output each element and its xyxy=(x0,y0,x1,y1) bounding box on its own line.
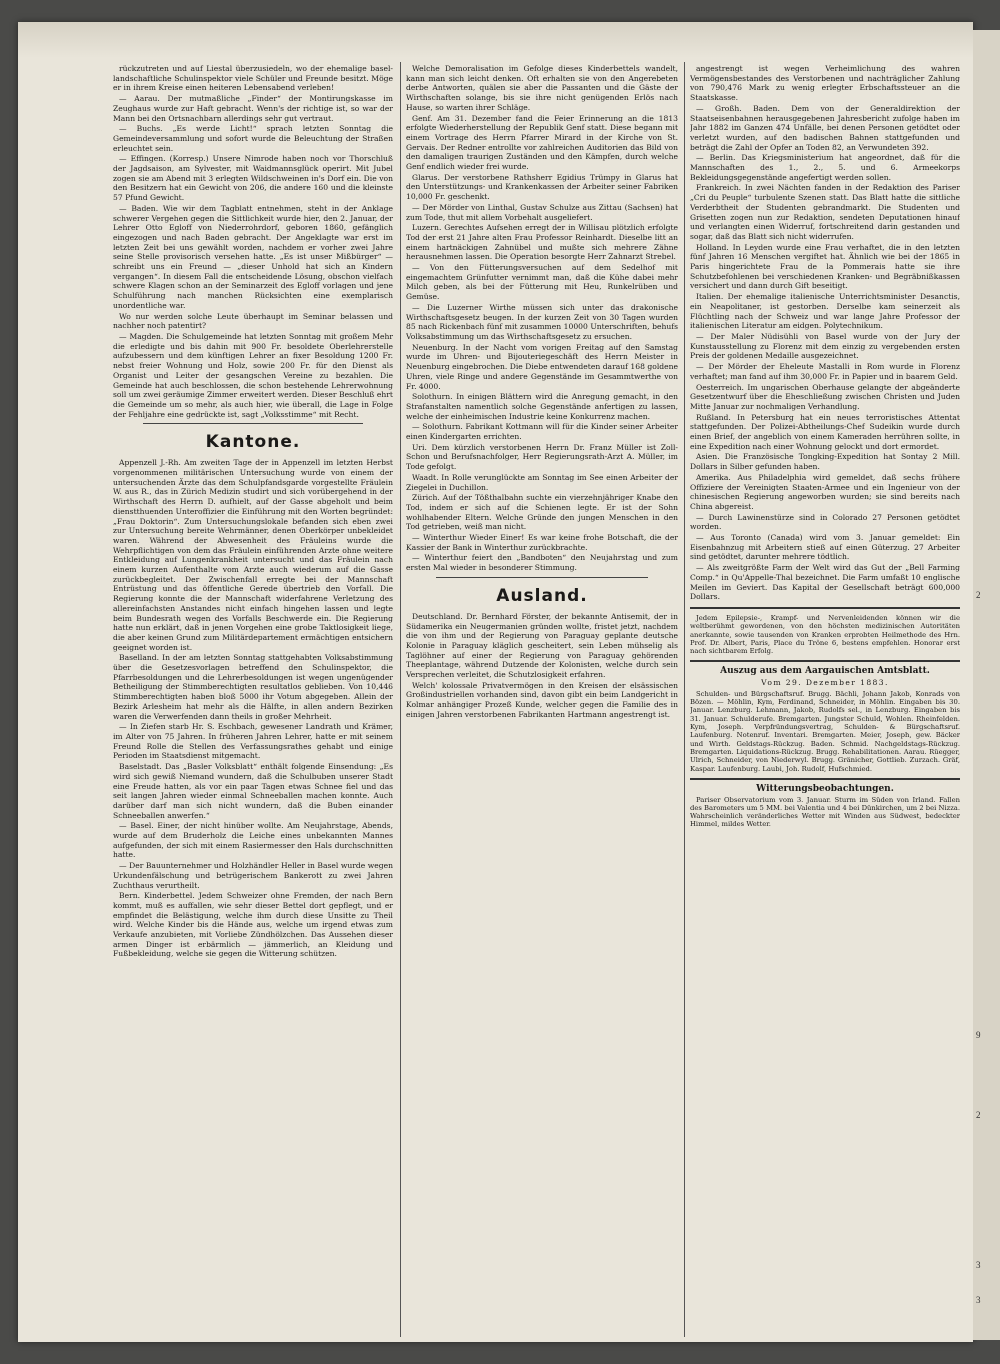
article-baden: — Baden. Wie wir dem Tagblatt entnehmen, steht in der Anklage schwerer Vergehen gegen die Sittlichkeit wurde hier, den 2. Januar, der Lehrer Otto Egloff von Niederrohrdorf, geboren 1860, gefänglich eingezogen und nach Baden gebracht. Der Angeklagte war erst im letzten Zeit bei uns gewählt worden, nachdem er vorher zwei Jahre seine Stelle provisorisch versehen hatte. „Es ist unser Mißbürger“ — schreibt uns ein Freund — „dieser Unhold hat sich an Kindern vergangen“. In diesem Fall die entscheidende Lösung, obschon vielfach schwere Klagen schon an der Seminarzeit des Egloff vorlagen und jene Schulführung nach manchen Rücksichten eine exemplarisch unordentliche war. xyxy=(113,203,393,310)
article-amerika-3: — Aus Toronto (Canada) wird vom 3. Januar gemeldet: Ein Eisenbahnzug mit Arbeitern stieß auf einen Güterzug. 27 Arbeiter sind getödtet, darunter mehrere tödtlich. xyxy=(690,533,960,562)
article-bern: Bern. Kinderbettel. Jedem Schweizer ohne Fremden, der nach Bern kommt, muß es auffallen, wie sehr dieser Bettel dort gepflegt, und er empfindet die Belästigung, welche ihm durch diese Unsitte zu Theil wird. Welche Kinder bis die Hände aus, welche um irgend etwas zum Verkaufe anzubieten, mit Vorliebe Zündhölzchen. Das Aussehen dieser armen Dinger ist erbärmlich — jämmerlich, an Kleidung und Fußbekleidung, welche sie gegen die Witterung schützen. xyxy=(113,891,393,959)
column-1 xyxy=(113,64,393,1339)
edge-glyph: 2 xyxy=(976,590,981,600)
article-italien: Italien. Der ehemalige italienische Unterrichtsminister Desanctis, ein Neapolitaner, ist gestorben. Derselbe kam seinerzeit als Flüchtling nach der Schweiz und war lange Jahre Professor der italienischen Literatur am eidgen. Polytechnikum. xyxy=(690,292,960,331)
article-deutschland: Deutschland. Dr. Bernhard Förster, der bekannte Antisemit, der in Südamerika ein Neugermanien gründen wollte, fristet jetzt, nachdem die von ihm und der Regierung von Paraguay geplante deutsche Kolonie in Paraguay kläglich gescheitert, sein Leben mühselig als Taglöhner auf einer der Regierung von Paraguay gehörenden Theeplantage, während Dutzende der Kolonisten, welche durch sein Versprechen verleitet, die Schutzlosigkeit erfahren. xyxy=(406,611,678,680)
article-uri: Uri. Dem kürzlich verstorbenen Herrn Dr. Franz Müller ist Zoll-Schon und Berufsnachfolger, Herr Regierungsrath-Arzt A. Müller, im Tode gefolgt. xyxy=(406,442,678,472)
article-effingen: — Effingen. (Korresp.) Unsere Nimrode haben noch vor Thorschluß der Jagdsaison, am Sylvester, mit Waidmannsglück operirt. Mit Jubel zogen sie am Abend mit 3 erlegten Wildschweinen in's Dorf ein. Die von den Besitzern hat ein Gewicht von 206, die andere 160 und die kleinste 57 Pfund Gewicht. xyxy=(113,154,393,203)
article-luzern-3: — Die Luzerner Wirthe müssen sich unter das drakonische Wirthschaftsgesetz beugen. In der kurzen Zeit von 30 Tagen wurden 85 nach Rickenbach fünf mit zusammen 10000 Unterschriften, behufs Volksabstimmung um das Wirthschaftsgesetz zu ersuchen. xyxy=(406,302,678,341)
edge-glyph: 9 xyxy=(976,1030,981,1040)
article-neuenburg: Neuenburg. In der Nacht vom vorigen Freitag auf den Samstag wurde im Uhren- und Bijouteriegeschäft des Herrn Meister in Neuenburg eingebrochen. Die Diebe entwendeten darauf 168 goldene Uhren, viele Ringe und andere Gegenstände im Gesammtwerthe von Fr. 4000. xyxy=(406,342,678,391)
advertisement-epilepsie: Jedem Epilepsie-, Krampf- und Nervenleidenden können wir die weltberühmt gewordenen, von den höchsten medizinischen Autoritäten anerkannte, sowie tausenden von Kranken erprobten Heilmethode des Hrn. Prof. Dr. Albert, Paris, Place du Trône 6, bestens empfehlen. Honorar erst nach sichtbarem Erfolg. xyxy=(690,613,960,656)
column-2 xyxy=(406,64,678,1339)
witterung-body: Pariser Observatorium vom 3. Januar. Sturm im Süden von Irland. Fallen des Barometers um 5 MM. bei Valentia und 4 bei Dünkirchen, um 2 bei Nizza. Wahrscheinlich veränderliches Wetter mit Winden aus Südwest, bedeckter Himmel, mildes Wetter. xyxy=(690,795,960,829)
edge-glyph: 2 xyxy=(976,1110,981,1120)
article-baselstadt-2: — Basel. Einer, der nicht hinüber wollte. Am Neujahrstage, Abends, wurde auf dem Bruderholz die Leiche eines unbekannten Mannes aufgefunden, der sich mit einem Rasiermesser den Hals durchschnitten hatte. xyxy=(113,821,393,860)
article-baden-cont: Wo nur werden solche Leute überhaupt im Seminar belassen und nachher noch patentirt? xyxy=(113,311,393,331)
article-buchs: — Buchs. „Es werde Licht!“ sprach letzten Sonntag die Gemeindeversammlung und sofort wurde die Beleuchtung der Straßen erleuchtet sein. xyxy=(113,124,393,153)
column-rule xyxy=(400,62,401,1337)
article-frankreich: Frankreich. In zwei Nächten fanden in der Redaktion des Pariser „Cri du Peuple“ turbulente Szenen statt. Das Blatt hatte die sittliche Verderbtheit der Studenten gebrandmarkt. Die Studenten und Grisetten zogen nun zur Redaktion, sendeten Deputationen hinauf und verlangten einen Widerruf, fortschreitend darin gestanden und sogar, daß das Blatt sich nicht widerrufen. xyxy=(690,183,960,241)
article-baselstadt: Baselstadt. Das „Basler Volksblatt“ enthält folgende Einsendung: „Es wird sich gewiß Niemand wundern, daß die Schulbuben unserer Stadt eine Freude hatten, als vor ein paar Tagen etwas Schnee fiel und das seit langen Jahren wieder einmal Schneeballen machen konnte. Auch darüber darf man sich nicht wundern, daß die Buben einander Schneeballen anwerfen.“ xyxy=(113,762,393,820)
divider xyxy=(690,607,960,609)
article-italien-3: — Der Mörder der Eheleute Mastalli in Rom wurde in Florenz verhaftet; man fand auf ihm 30,000 Fr. in Papier und in baarem Geld. xyxy=(690,362,960,381)
article-winterthur: — Winterthur Wieder Einer! Es war keine frohe Botschaft, die der Kassier der Bank in Winterthur zurückbrachte. xyxy=(406,533,678,552)
article-glarus-2: — Der Mörder von Linthal, Gustav Schulze aus Zittau (Sachsen) hat zum Tode, thut mit allem Vorbehalt ausgeliefert. xyxy=(406,202,678,222)
article-aarau: — Aarau. Der mutmaßliche „Finder“ der Montirungskasse im Zeughaus wurde zur Haft gebracht. Wenn's der richtige ist, so war der Mann bei den Ortsnachbarn allerdings sehr gut vertraut. xyxy=(113,94,393,123)
article-text: rückzutreten und auf Liestal überzusiedeln, wo der ehemalige basel-landschaftliche Schulinspektor viele Schüler und Freunde besitzt. Möge er in ihrem Kreise einen heiteren Lebensabend verleben! xyxy=(113,64,393,93)
article-bern-cont: Welche Demoralisation im Gefolge dieses Kinderbettels wandelt, kann man sich leicht denken. Oft erhalten sie von den Angerebeten derbe Antworten, quälen sie aber die Passanten und die Gäste der Wirthschaften solange, bis sie ihre nicht genügenden Erlös nach Hause, so warten ihrer Schläge. xyxy=(406,64,678,112)
divider xyxy=(143,423,363,424)
article-baselland-2: — In Ziefen starb Hr. S. Eschbach, gewesener Landrath und Krämer, im Alter von 75 Jahren. In früheren Jahren Lehrer, hatte er mit seinem Freund Rolle die Stellen des Verfassungsrathes gehabt und einige Perioden im Staatsdienst mitgemacht. xyxy=(113,722,393,761)
article-zuerich: Zürich. Auf der Tößthalbahn suchte ein vierzehnjähriger Knabe den Tod, indem er sich auf die Schienen legte. Er ist der Sohn wohlhabender Eltern. Welche Gründe den jungen Menschen in den Tod getrieben, weiß man nicht. xyxy=(406,493,678,532)
article-oesterreich: Oesterreich. Im ungarischen Oberhause gelangte der abgeänderte Gesetzentwurf über die Eheschließung zwischen Christen und Juden Mitte Januar zur nochmaligen Verhandlung. xyxy=(690,382,960,411)
article-amerika-2: — Durch Lawinenstürze sind in Colorado 27 Personen getödtet worden. xyxy=(690,512,960,532)
page-fold xyxy=(18,22,973,58)
article-baselland: Baselland. In der am letzten Sonntag stattgehabten Volksabstimmung über die Gesetzesvorlagen betreffend den Schulinspektor, die Pfarrbesoldungen und die Lehrerbesoldungen ist wegen ungenügender Betheiligung der Stimmberechtigten resultatlos geblieben. Von 10,446 Stimmberechtigten haben bloß 5000 ihr Votum abgegeben. Allein der Bezirk Arlesheim hat mehr als die Hälfte, in allen andern Bezirken waren die Verwerfenden dann theils in großer Mehrheit. xyxy=(113,653,393,721)
article-italien-2: — Der Maler Nüdisühli von Basel wurde von der Jury der Kunstausstellung zu Florenz mit dem einzig zu vergebenden ersten Preis der goldenen Medaille ausgezeichnet. xyxy=(690,331,960,361)
article-solothurn: Solothurn. In einigen Blättern wird die Anregung gemacht, in den Strafanstalten namentlich solche Gegenstände anfertigen zu lassen, welche der einheimischen Industrie keine Konkurrenz machen. xyxy=(406,392,678,421)
article-winterthur-2: — Winterthur feiert den „Bandboten“ den Neujahrstag und zum ersten Mal wieder in besonderer Stimmung. xyxy=(406,553,678,573)
article-solothurn-2: — Solothurn. Fabrikant Kottmann will für die Kinder seiner Arbeiter einen Kindergarten errichten. xyxy=(406,422,678,442)
amtsblatt-body: Schulden- und Bürgschaftsruf. Brugg. Bächli, Johann Jakob, Konrads von Bözen. — Möhlin, Kym, Ferdinand, Schneider, in Möhlin. Eingaben bis 30. Januar. Lenzburg. Lehmann, Jakob, Rudolfs sel., in Lenzburg. Eingaben bis 31. Januar. Schulderufe. Bremgarten. Jungster Schuld, Wohlen. Rheinfelden. Kym, Joseph. Verpfründungsvertrag, Schulden- & Bürgschaftsruf. Laufenburg. Notenruf. Inventari. Bremgarten. Meier, Joseph, gew. Bäcker und Wirth. Geldstags-Rückzug. Baden. Schmid. Nachgeldstags-Rückzug. Bremgarten. Liquidations-Rückzug. Brugg. Rehabilitationen. Aarau. Rüegger, Ulrich, Schneider, von Niederwyl. Brugg. Gränicher, Gottlieb. Zurzach. Gräf, Kaspar. Laufenburg. Laubi, Joh. Rudolf, Hufschmied. xyxy=(690,689,960,773)
column-3 xyxy=(690,64,960,1339)
article-glarus: Glarus. Der verstorbene Rathsherr Egidius Trümpy in Glarus hat den Unterstützungs- und Krankenkassen der Arbeiter seiner Fabriken 10,000 Fr. geschenkt. xyxy=(406,172,678,202)
article-deutschland-2: Welch' kolossale Privatvermögen in den Kreisen der elsässischen Großindustriellen vorhanden sind, davon gibt ein beim Landgericht in Kolmar anhängiger Prozeß Kunde, welcher gegen die Familie des in einigen Jahren verstorbenen Fabrikanten Hartmann angestrengt ist. xyxy=(406,680,678,719)
divider xyxy=(690,778,960,780)
article-berlin: — Berlin. Das Kriegsministerium hat angeordnet, daß für die Mannschaften des 1., 2., 5. und 6. Armeekorps Bekleidungsgegenstände angefertigt werden sollen. xyxy=(690,153,960,182)
edge-glyph: 3 xyxy=(976,1260,981,1270)
article-genf: Genf. Am 31. Dezember fand die Feier Erinnerung an die 1813 erfolgte Wiederherstellung der Republik Genf statt. Diese begann mit einem Vortrage des Herrn Pfarrer Mirard in der Kirche von St. Gervais. Der Redner entrollte vor zahlreichen Auditorien das Bild von den damaligen traurigen Zuständen und den Kämpfen, durch welche Genf endlich wieder frei wurde. xyxy=(406,113,678,172)
article-baselstadt-3: — Der Bauunternehmer und Holzhändler Heller in Basel wurde wegen Urkundenfälschung und betrügerischem Bankerott zu zwei Jahren Zuchthaus verurtheilt. xyxy=(113,861,393,890)
article-russland: Rußland. In Petersburg hat ein neues terroristisches Attentat stattgefunden. Der Polizei-Abtheilungs-Chef Sudeikin wurde durch einen Brief, der angeblich von einem Kameraden herrühren sollte, in eine Expedition nach einer Wohnung gelockt und dort ermordet. xyxy=(690,412,960,451)
article-amerika-4: — Als zweitgrößte Farm der Welt wird das Gut der „Bell Farming Comp.“ in Qu'Appelle-Thal bezeichnet. Die Farm umfaßt 10 englische Meilen im Geviert. Das Kapital der Gesellschaft beträgt 600,000 Dollars. xyxy=(690,563,960,602)
article-luzern-2: — Von den Fütterungsversuchen auf dem Sedelhof mit eingemachtem Grünfutter vernimmt man, daß die Kühe dabei mehr Milch geben, als bei der Fütterung mit Heu, Runkelrüben und Gemüse. xyxy=(406,263,678,302)
edge-glyph: 3 xyxy=(976,1295,981,1305)
column-rule xyxy=(684,62,685,1337)
article-holland: Holland. In Leyden wurde eine Frau verhaftet, die in den letzten fünf Jahren 16 Menschen vergiftet hat. Ähnlich wie bei der 1865 in Paris hingerichtete Frau de la Pommerais hatte sie ihre Schutzbefohlenen bei verschiedenen Kranken- und Begräbnißkassen versichert und dann durch Gift beseitigt. xyxy=(690,242,960,291)
article-waadt: Waadt. In Rolle verunglückte am Sonntag im See einen Arbeiter der Ziegelei in Duchillon. xyxy=(406,472,678,492)
amtsblatt-title: Auszug aus dem Aargauischen Amtsblatt. xyxy=(720,666,930,677)
article-magden: — Magden. Die Schulgemeinde hat letzten Sonntag mit großem Mehr die erledigte und bis dahin mit 900 Fr. besoldete Oberlehrerstelle aufzubessern und dem künftigen Lehrer an fixer Besoldung 1200 Fr. nebst freier Wohnung und Holz, sowie 200 Fr. für den Dienst als Organist und Leiter der gesangschen Vereine zu bezahlen. Die Gemeinde hat auch beschlossen, die schon bestehende Lehrerwohnung soll um zwei geräumige Zimmer erweitert werden. Dieser Beschluß ehrt die Gemeinde um so mehr, als auch hier, wie überall, die Lage in Folge der Fehljahre eine gedrückte ist, sagt „Volksstimme“ mit Recht. xyxy=(113,331,393,419)
divider xyxy=(436,577,648,578)
article-cont: angestrengt ist wegen Verheimlichung des wahren Vermögensbestandes des Verstorbenen und nachträglicher Zahlung von 790,476 Mark zu wenig erlegter Erbschaftssteuer an die Staatskasse. xyxy=(690,64,960,103)
section-heading-kantone: Kantone. xyxy=(205,432,301,453)
witterung-title: Witterungsbeobachtungen. xyxy=(756,783,894,794)
article-luzern: Luzern. Gerechtes Aufsehen erregt der in Willisau plötzlich erfolgte Tod der erst 21 Jahre alten Frau Professor Reinhardt. Dieselbe litt an einem hartnäckigen Zahnübel und mußte sich mehrere Zähne herausnehmen lassen. Die Operation besorgte Herr Zahnarzt Strebel. xyxy=(406,223,678,262)
amtsblatt-date: Vom 29. Dezember 1883. xyxy=(761,678,889,688)
article-appenzell: Appenzell J.-Rh. Am zweiten Tage der in Appenzell im letzten Herbst vorgenommenen militärischen Untersuchung wurde von einem der untersuchenden Ärzte das dem Schulpfandsgarde vorgestellte Fräulein W. aus R., das in Zürich Medizin studirt und sich vorübergehend in der Wirthschaft des Herrn D. aufhielt, auf der Gasse abgeholt und beim dienstthuenden Unteroffizier die Einführung mit den Worten begründet: „Frau Doktorin“. Zum Untersuchungslokale befanden sich eben zwei zur Untersuchung bereite Wehrmänner, denen Oberkörper unbekleidet waren. Während der Abwesenheit des Fräuleins wurde die Wehrpflichtigen von dem das Fräulein einführenden Arzte ohne weitere Entkleidung auf Lungenkrankheit untersucht und das Fräulein nach einem kurzen Aufenthalte vom Arzte auch wiederum auf die Gasse zurückbegleitet. Der Zwischenfall erregte bei der Mannschaft Entrüstung und das öffentliche Gerede übertrieb den Vorfall. Die Regierung konnte die der Mannschaft widerfahrene Verletzung des allereinfachsten Anstandes nicht einfach hingehen lassen und legte beim Bundesrath wegen des Vorfalls Beschwerde ein. Die Regierung hatte nun erklärt, daß in jenen Vorgehen eine grobe Taktlosigkeit liege, die aber keinen Grund zum Militärdepartement ermächtigen entsichern geeignet worden ist. xyxy=(113,458,393,652)
divider xyxy=(690,660,960,662)
article-asien: Asien. Die Französische Tongking-Expedition hat Sontay 2 Mill. Dollars in Silber gefunden haben. xyxy=(690,452,960,472)
newspaper-page xyxy=(18,22,973,1342)
adjacent-page-edge xyxy=(973,30,1000,1340)
section-heading-ausland: Ausland. xyxy=(496,585,588,606)
article-amerika: Amerika. Aus Philadelphia wird gemeldet, daß sechs frühere Offiziere der Vereinigten Staaten-Armee und ein Ingenieur von der chinesischen Regierung angeworben wurden; sie sind bereits nach China abgereist. xyxy=(690,472,960,511)
article-baden-de: — Großh. Baden. Dem von der Generaldirektion der Staatseisenbahnen herausgegebenen Jahresbericht zufolge haben im Jahr 1882 im Ganzen 474 Unfälle, bei denen Personen getödtet oder verletzt wurden, auf den badischen Bahnen stattgefunden und beträgt die Zahl der Opfer an Toden 82, an Verwundeten 392. xyxy=(690,103,960,152)
